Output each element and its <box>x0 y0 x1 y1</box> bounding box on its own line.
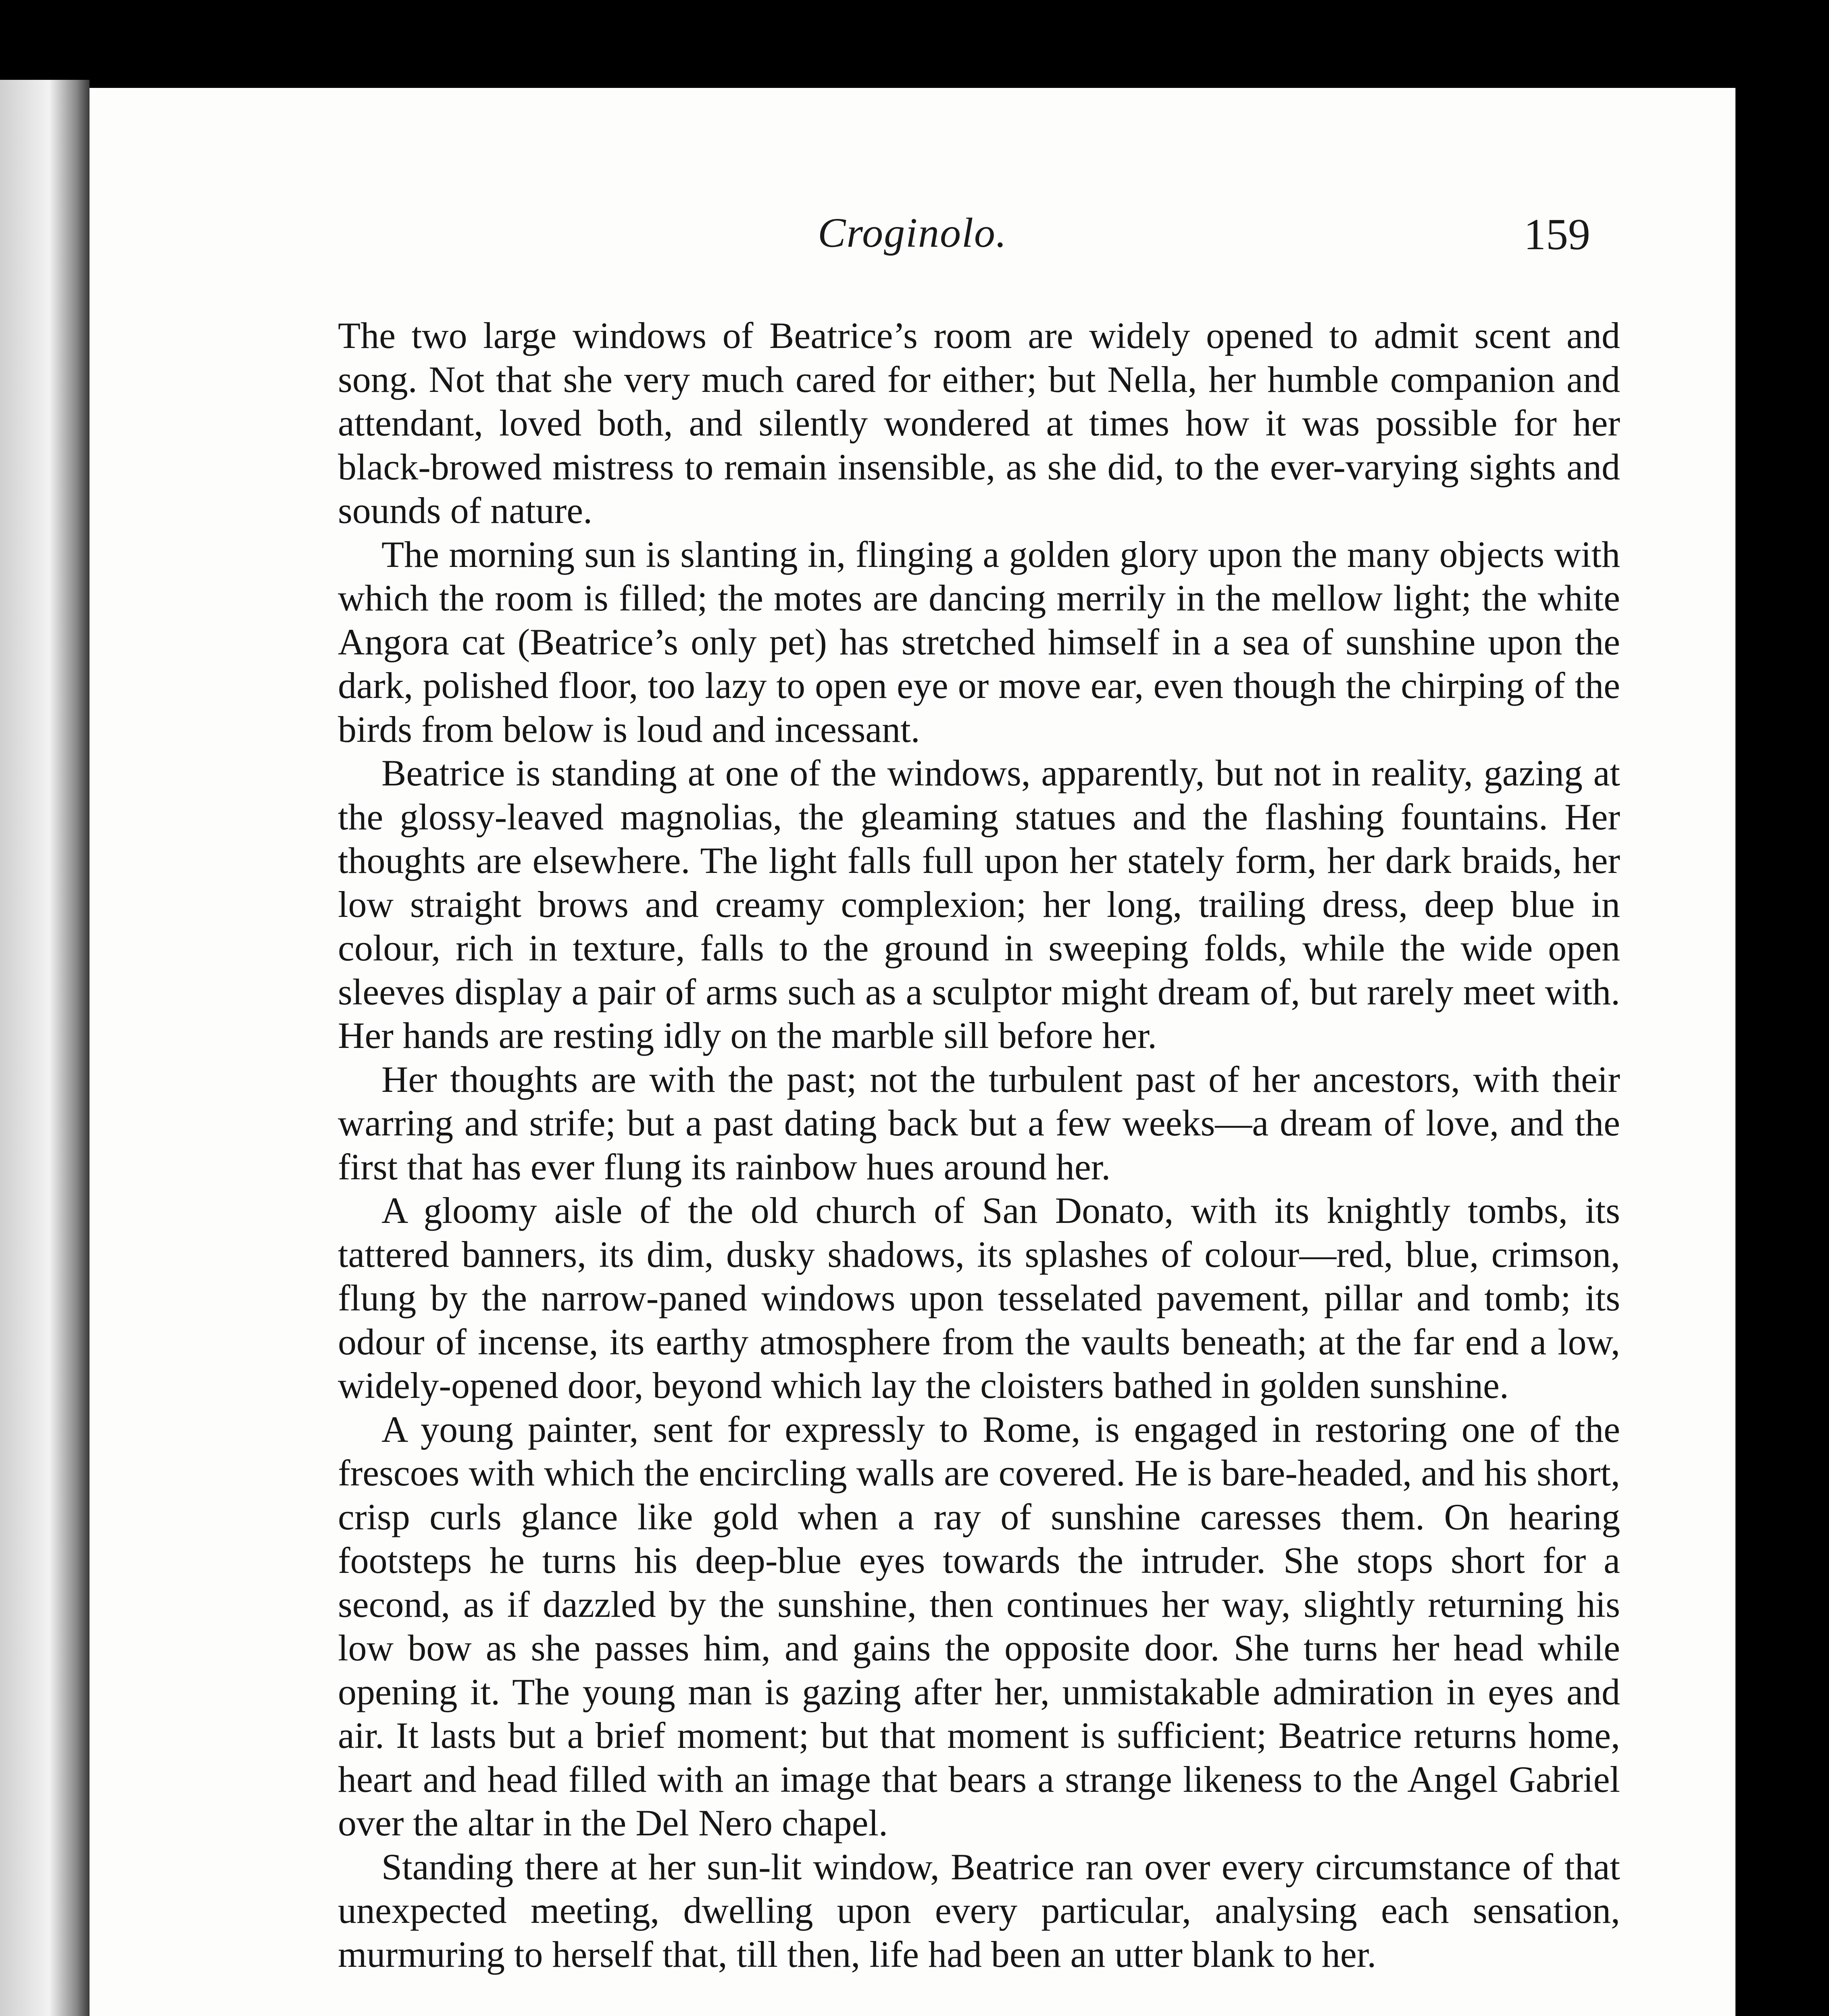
book-spine-edge <box>0 80 90 2016</box>
running-title: Croginolo. <box>818 210 1007 256</box>
paragraph-5: A gloomy aisle of the old church of San Donato, with its knightly tombs, its tattered banners, its dim, dusky shadows, its splashes of colour—red, blue, crimson, flung by the narrow-paned windows upon tesselated pavement, pillar and tomb; its odour of incense, its earthy atmosphere from the vaults beneath; at the far end a low, widely-opened door, beyond which lay the cloisters bathed in golden sunshine. <box>338 1190 1620 1406</box>
paragraph-6: A young painter, sent for expressly to Rome, is engaged in restoring one of the frescoes with which the encircling walls are covered. He is bare-headed, and his short, crisp curls glance like gold when a ray of sunshine caresses them. On hearing footsteps he turns his deep-blue eyes towards the intruder. She stops short for a second, as if dazzled by the sunshine, then continues her way, slightly returning his low bow as she passes him, and gains the opposite door. She turns her head while opening it. The young man is gazing after her, unmistakable admiration in eyes and air. It lasts but a brief moment; but that moment is sufficient; Beatrice returns home, heart and head filled with an image that bears a strange likeness to the Angel Gabriel over the altar in the Del Nero chapel. <box>338 1408 1620 1843</box>
paragraph-1: The two large windows of Beatrice’s room are widely opened to admit scent and song. Not that she very much cared for either; but Nella, her humble companion and attendant, loved both, and silently wondered at times how it was possible for her black-browed mistress to remain insensible, as she did, to the ever-varying sights and sounds of nature. <box>338 315 1620 531</box>
paragraph-2: The morning sun is slanting in, flinging a golden glory upon the many objects with which the room is filled; the motes are dancing merrily in the mellow light; the white Angora cat (Beatrice’s only pet) has stretched himself in a sea of sunshine upon the dark, polished floor, too lazy to open eye or move ear, even though the chirping of the birds from below is loud and incessant. <box>338 533 1620 750</box>
paragraph-4: Her thoughts are with the past; not the turbulent past of her ancestors, with their warring and strife; but a past dating back but a few weeks—a dream of love, and the first that has ever flung its rainbow hues around her. <box>338 1058 1620 1187</box>
running-head <box>90 209 1735 289</box>
body-text <box>338 314 1620 1976</box>
paragraph-3: Beatrice is standing at one of the windows, apparently, but not in reality, gazing at the glossy-leaved magnolias, the gleaming statues and the flashing fountains. Her thoughts are elsewhere. The light falls full upon her stately form, her dark braids, her low straight brows and creamy complexion; her long, trailing dress, deep blue in colour, rich in texture, falls to the ground in sweeping folds, while the wide open sleeves display a pair of arms such as a sculptor might dream of, but rarely meet with. Her hands are resting idly on the marble sill before her. <box>338 752 1620 1056</box>
paragraph-7: Standing there at her sun-lit window, Beatrice ran over every circumstance of that unexpected meeting, dwelling upon every particular, analysing each sensation, murmuring to herself that, till then, life had been an utter blank to her. <box>338 1846 1620 1975</box>
page-number: 159 <box>1524 210 1590 259</box>
book-page <box>90 88 1735 2016</box>
